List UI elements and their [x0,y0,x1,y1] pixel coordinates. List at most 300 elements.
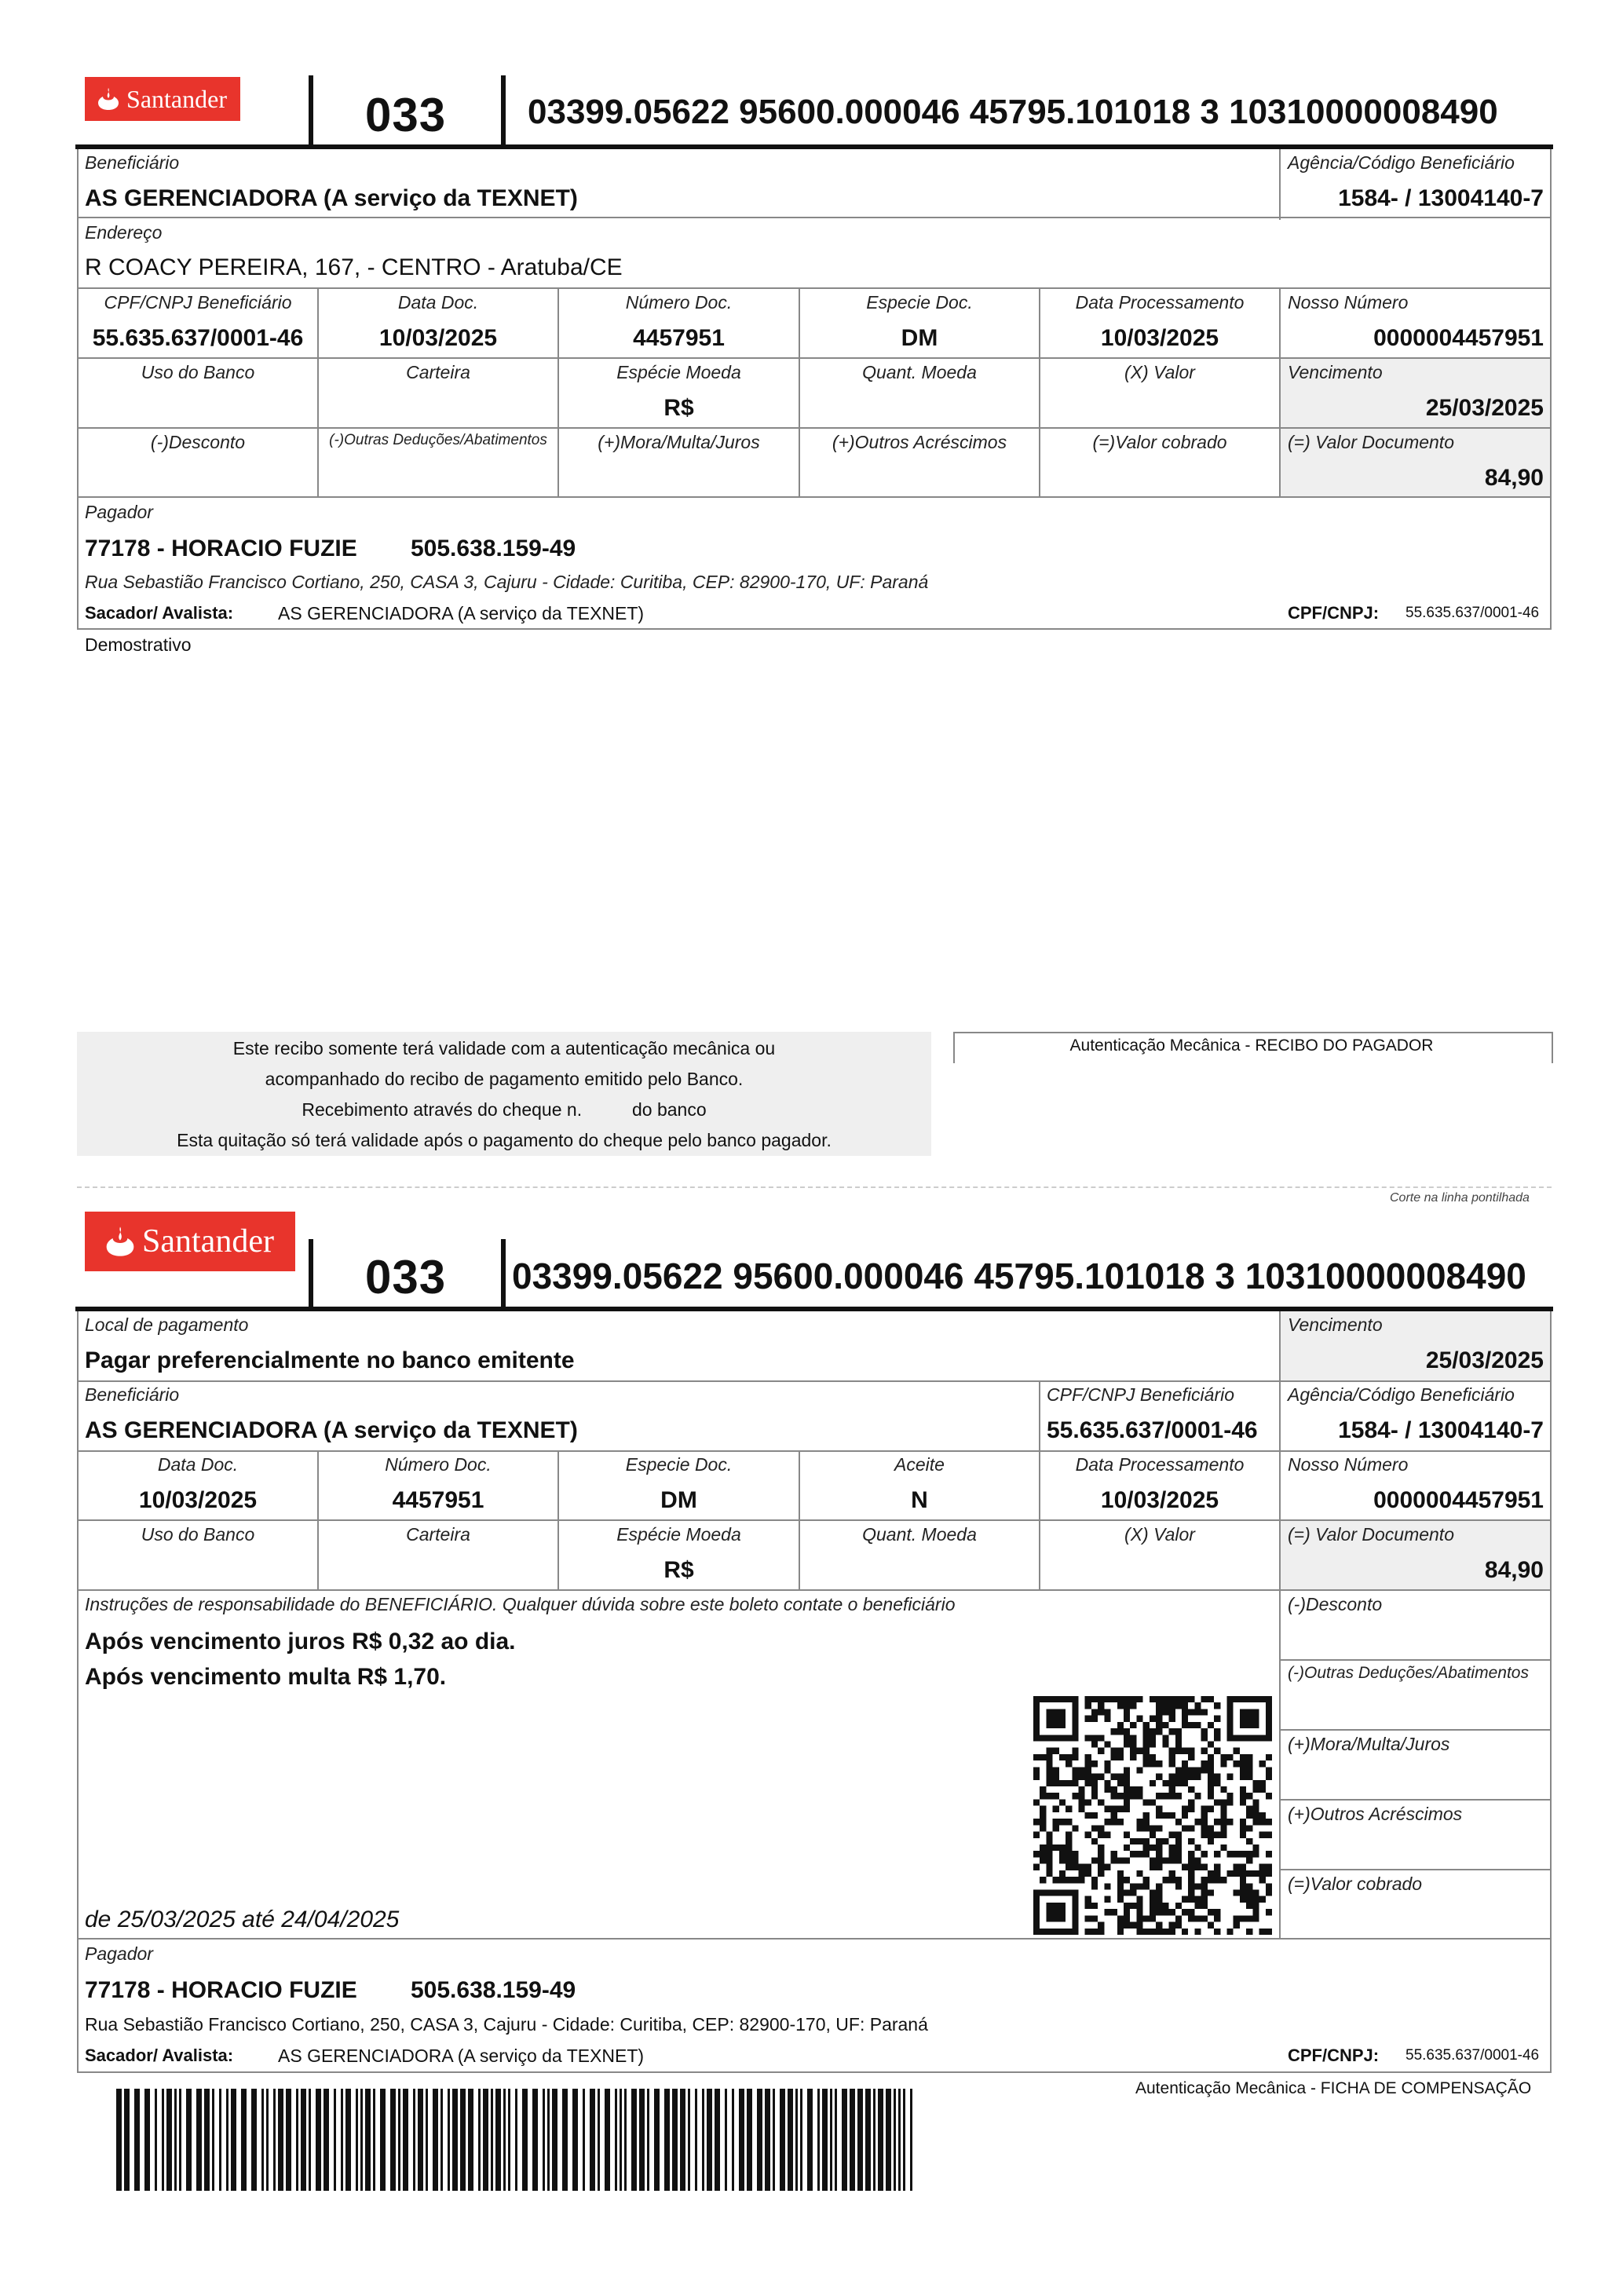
barcode-bar [508,2089,510,2191]
qr-module [1124,1844,1130,1851]
qr-module [1246,1735,1252,1741]
qr-module [1162,1877,1168,1883]
qr-module [1266,1754,1272,1760]
barcode-bar [241,2089,247,2191]
qr-module [1266,1774,1272,1780]
qr-module [1214,1851,1220,1857]
barcode-bar [278,2089,283,2191]
qr-module [1072,1922,1078,1929]
qr-module [1136,1716,1142,1722]
divider [501,75,506,144]
grid-line [77,1450,1552,1452]
barcode-bar [433,2089,438,2191]
qr-module [1066,1864,1072,1870]
qr-module [1252,1722,1259,1728]
qr-module [1136,1786,1142,1793]
barcode-bar [162,2089,164,2191]
qr-module [1182,1767,1188,1773]
barcode-bar [166,2089,172,2191]
barcode-bar [174,2089,177,2191]
qr-module [1259,1780,1266,1786]
qr-module [1066,1844,1072,1851]
barcode-bar [903,2089,905,2191]
qr-module [1175,1793,1182,1799]
qr-module [1208,1832,1214,1838]
qr-module [1162,1742,1168,1748]
barcode-bar [515,2089,517,2191]
qr-module [1194,1819,1201,1825]
qr-module [1072,1864,1078,1870]
qr-module [1150,1760,1156,1767]
qr-module [1098,1870,1104,1877]
qr-module [1182,1709,1188,1715]
instrucoes-label: Instruções de responsabilidade do BENEFICIÁRIO. Qualquer dúvida sobre este boleto contate o beneficiário [85,1594,956,1614]
qr-module [1124,1877,1130,1883]
qr-module [1104,1709,1110,1715]
qr-module [1194,1709,1201,1715]
divider [501,1239,506,1308]
cpf-value: 55.635.637/0001-46 [1047,1417,1258,1443]
qr-module [1150,1754,1156,1760]
qr-module [1143,1799,1150,1805]
qr-module [1188,1851,1194,1857]
barcode-bar [273,2089,276,2191]
qr-module [1072,1716,1078,1722]
barcode-bar [647,2089,649,2191]
qr-module [1188,1915,1194,1921]
qr-code [1033,1696,1272,1935]
barcode-bar [850,2089,855,2191]
qr-module [1175,1922,1182,1929]
qr-module [1033,1929,1040,1935]
vencimento-label: Vencimento [1288,362,1383,382]
qr-module [1220,1844,1226,1851]
santander-logo [85,1212,295,1271]
qr-module [1117,1696,1124,1702]
qr-module [1240,1696,1246,1702]
grid-line [1279,1869,1552,1870]
barcode-bar [134,2089,140,2191]
qr-module [1117,1896,1124,1903]
qr-module [1033,1903,1040,1909]
qr-module [1098,1857,1104,1863]
qr-module [1220,1806,1226,1812]
qr-module [1040,1929,1046,1935]
qr-module [1240,1915,1246,1921]
qr-module [1143,1883,1150,1889]
valor-x-label: (X) Valor [1124,1524,1195,1545]
qr-module [1136,1915,1142,1921]
pagador-label: Pagador [85,1943,153,1964]
qr-module [1059,1909,1066,1915]
qr-module [1072,1825,1078,1831]
qr-module [1252,1780,1259,1786]
qr-module [1040,1825,1046,1831]
qr-module [1220,1754,1226,1760]
qr-module [1188,1864,1194,1870]
beneficiario-value: AS GERENCIADORA (A serviço da TEXNET) [85,185,578,211]
qr-module [1240,1825,1246,1831]
qr-module [1033,1889,1040,1896]
barcode-bar [483,2089,488,2191]
qr-module [1208,1838,1214,1844]
qr-module [1072,1754,1078,1760]
qr-module [1104,1832,1110,1838]
qr-module [1156,1857,1162,1863]
qr-module [1240,1799,1246,1805]
qr-module [1091,1857,1098,1863]
qr-module [1046,1889,1052,1896]
data-proc-label: Data Processamento [1075,1454,1245,1475]
qr-module [1091,1929,1098,1935]
qr-module [1208,1909,1214,1915]
qr-module [1188,1754,1194,1760]
qr-module [1208,1767,1214,1773]
qr-module [1033,1851,1040,1857]
qr-module [1098,1774,1104,1780]
qr-module [1104,1806,1110,1812]
qr-module [1240,1786,1246,1793]
barcode-bar [231,2089,236,2191]
qr-module [1266,1709,1272,1715]
qr-module [1252,1915,1259,1921]
qr-module [1079,1767,1085,1773]
qr-module [1046,1929,1052,1935]
qr-module [1079,1774,1085,1780]
cpf-value: 55.635.637/0001-46 [92,325,304,351]
barcode-bar [286,2089,291,2191]
qr-module [1162,1909,1168,1915]
qr-module [1175,1877,1182,1883]
sacador-label: Sacador/ Avalista: [85,603,234,623]
qr-module [1130,1702,1136,1709]
qr-module [1066,1806,1072,1812]
qr-module [1033,1716,1040,1722]
qr-module [1150,1799,1156,1805]
qr-module [1046,1793,1052,1799]
qr-module [1072,1696,1078,1702]
qr-module [1072,1702,1078,1709]
qr-module [1072,1896,1078,1903]
barcode-bar [857,2089,863,2191]
qr-module [1046,1857,1052,1863]
cpf-label: CPF/CNPJ Beneficiário [1047,1384,1235,1405]
qr-module [1130,1742,1136,1748]
grid-line [1550,149,1552,628]
qr-module [1091,1825,1098,1831]
qr-module [1143,1877,1150,1883]
qr-module [1059,1735,1066,1741]
qr-module [1091,1786,1098,1793]
qr-module [1143,1819,1150,1825]
qr-module [1104,1883,1110,1889]
qr-module [1130,1903,1136,1909]
qr-module [1208,1754,1214,1760]
qr-module [1111,1774,1117,1780]
qr-module [1053,1825,1059,1831]
qr-module [1040,1844,1046,1851]
qr-module [1066,1696,1072,1702]
qr-module [1072,1728,1078,1735]
qr-module [1085,1735,1091,1741]
qr-module [1085,1915,1091,1921]
qr-module [1124,1716,1130,1722]
qr-module [1240,1760,1246,1767]
qr-module [1033,1728,1040,1735]
qr-module [1156,1929,1162,1935]
barcode-bar [702,2089,704,2191]
qr-module [1246,1793,1252,1799]
qr-module [1066,1760,1072,1767]
barcode-bar [547,2089,550,2191]
qr-module [1169,1774,1175,1780]
qr-module [1156,1728,1162,1735]
qr-module [1194,1702,1201,1709]
qr-module [1214,1780,1220,1786]
qr-module [1169,1716,1175,1722]
barcode-bar [639,2089,645,2191]
qr-module [1266,1819,1272,1825]
qr-module [1046,1709,1052,1715]
desconto-label: (-)Desconto [1288,1594,1383,1614]
qr-module [1040,1735,1046,1741]
qr-module [1085,1832,1091,1838]
grid-line [1279,1729,1552,1731]
nosso-numero-value: 0000004457951 [1373,1487,1544,1513]
barcode-bar [266,2089,269,2191]
qr-module [1066,1857,1072,1863]
qr-module [1226,1870,1233,1877]
qr-module [1085,1864,1091,1870]
barcode-bar [765,2089,770,2191]
qr-module [1240,1722,1246,1728]
qr-module [1214,1774,1220,1780]
qr-module [1059,1709,1066,1715]
qr-module [1053,1929,1059,1935]
valor-x-label: (X) Valor [1124,362,1195,382]
qr-module [1194,1929,1201,1935]
qr-module [1266,1889,1272,1896]
qr-module [1156,1774,1162,1780]
qr-module [1156,1851,1162,1857]
qr-module [1117,1870,1124,1877]
qr-module [1053,1722,1059,1728]
demonstrativo-label: Demostrativo [85,634,192,655]
qr-module [1246,1754,1252,1760]
qr-module [1175,1748,1182,1754]
qr-module [1226,1851,1233,1857]
barcode-bar [491,2089,493,2191]
periodo: de 25/03/2025 até 24/04/2025 [85,1907,400,1932]
barcode-bar [894,2089,896,2191]
qr-module [1252,1851,1259,1857]
qr-module [1117,1915,1124,1921]
beneficiario-label: Beneficiário [85,152,180,173]
qr-module [1091,1883,1098,1889]
qr-module [1059,1722,1066,1728]
qr-module [1143,1915,1150,1921]
divider [309,1239,313,1308]
qr-module [1079,1806,1085,1812]
qr-module [1091,1915,1098,1921]
cpf-label: CPF/CNPJ Beneficiário [104,292,292,313]
qr-module [1143,1760,1150,1767]
qr-module [1169,1922,1175,1929]
barcode-bar [341,2089,343,2191]
barcode-bar [910,2089,912,2191]
qr-module [1040,1851,1046,1857]
qr-module [1201,1728,1208,1735]
qr-module [1053,1844,1059,1851]
qr-module [1259,1819,1266,1825]
barcode-bar [688,2089,690,2191]
qr-module [1208,1786,1214,1793]
qr-module [1182,1896,1188,1903]
qr-module [1194,1883,1201,1889]
qr-module [1240,1754,1246,1760]
qr-module [1104,1760,1110,1767]
qr-module [1156,1889,1162,1896]
qr-module [1091,1903,1098,1909]
qr-module [1266,1696,1272,1702]
qr-module [1046,1774,1052,1780]
qr-module [1130,1838,1136,1844]
qr-module [1266,1870,1272,1877]
qr-module [1246,1889,1252,1896]
qr-module [1194,1915,1201,1921]
qr-module [1252,1696,1259,1702]
qr-module [1033,1832,1040,1838]
barcode-bar [552,2089,557,2191]
qr-module [1246,1857,1252,1863]
qr-module [1194,1864,1201,1870]
qr-module [1136,1883,1142,1889]
especie-doc-value: DM [901,325,938,351]
qr-module [1104,1909,1110,1915]
grid-line [77,1311,79,2073]
qr-module [1182,1760,1188,1767]
qr-module [1117,1728,1124,1735]
barcode-bar [624,2089,627,2191]
barcode-bar [251,2089,257,2191]
qr-module [1214,1832,1220,1838]
qr-module [1156,1696,1162,1702]
barcode-bar [822,2089,828,2191]
qr-module [1266,1722,1272,1728]
qr-module [1252,1709,1259,1715]
qr-module [1214,1909,1220,1915]
qr-module [1266,1716,1272,1722]
agencia-label: Agência/Código Beneficiário [1288,152,1515,173]
qr-module [1208,1806,1214,1812]
qr-module [1182,1722,1188,1728]
qr-module [1240,1709,1246,1715]
qr-module [1098,1851,1104,1857]
pagador-address: Rua Sebastião Francisco Cortiano, 250, CASA 3, Cajuru - Cidade: Curitiba, CEP: 82900-170, UF: Paraná [85,2014,928,2035]
qr-module [1046,1735,1052,1741]
qr-module [1066,1838,1072,1844]
qr-module [1098,1748,1104,1754]
qr-module [1136,1696,1142,1702]
qr-module [1156,1716,1162,1722]
qr-module [1201,1903,1208,1909]
barcode-bar [773,2089,775,2191]
qr-module [1124,1915,1130,1921]
barcode-bar [212,2089,214,2191]
qr-module [1046,1864,1052,1870]
qr-module [1143,1812,1150,1819]
qr-module [1246,1806,1252,1812]
qr-module [1162,1780,1168,1786]
qr-module [1046,1767,1052,1773]
qr-module [1091,1696,1098,1702]
qr-module [1201,1806,1208,1812]
qr-module [1079,1786,1085,1793]
qr-module [1098,1702,1104,1709]
qr-module [1136,1825,1142,1831]
qr-module [1040,1786,1046,1793]
qr-module [1162,1735,1168,1741]
qr-module [1226,1735,1233,1741]
qr-module [1053,1819,1059,1825]
grid-line [1279,1659,1552,1661]
mora-label: (+)Mora/Multa/Juros [1288,1734,1450,1754]
qr-module [1040,1819,1046,1825]
qr-module [1040,1857,1046,1863]
pagador-name: 77178 - HORACIO FUZIE [85,536,357,561]
barcode-bar [478,2089,481,2191]
qr-module [1252,1812,1259,1819]
qr-module [1085,1870,1091,1877]
outras-deducoes-label: (-)Outras Deduções/Abatimentos [1288,1664,1529,1682]
qr-module [1053,1877,1059,1883]
qr-module [1124,1909,1130,1915]
especie-moeda-label: Espécie Moeda [616,1524,741,1545]
qr-module [1208,1722,1214,1728]
barcode-bar [654,2089,660,2191]
qr-module [1226,1929,1233,1935]
barcode-bar [204,2089,210,2191]
qr-module [1079,1793,1085,1799]
grid-line [1279,1799,1552,1801]
qr-module [1169,1812,1175,1819]
qr-module [1220,1799,1226,1805]
qr-module [1098,1844,1104,1851]
barcode-bar [448,2089,450,2191]
qr-module [1240,1774,1246,1780]
qr-module [1220,1877,1226,1883]
qr-module [1234,1696,1240,1702]
qr-module [1156,1825,1162,1831]
qr-module [1124,1767,1130,1773]
qr-module [1072,1929,1078,1935]
qr-module [1240,1716,1246,1722]
qr-module [1085,1903,1091,1909]
qr-module [1240,1851,1246,1857]
qr-module [1136,1819,1142,1825]
qr-module [1091,1709,1098,1715]
qr-module [1085,1754,1091,1760]
qr-module [1208,1774,1214,1780]
qr-module [1098,1929,1104,1935]
barcode-bar [124,2089,130,2191]
qr-module [1246,1838,1252,1844]
qr-module [1266,1728,1272,1735]
barcode-bar [380,2089,386,2191]
qr-module [1156,1883,1162,1889]
barcode-bar [440,2089,443,2191]
qr-module [1156,1896,1162,1903]
